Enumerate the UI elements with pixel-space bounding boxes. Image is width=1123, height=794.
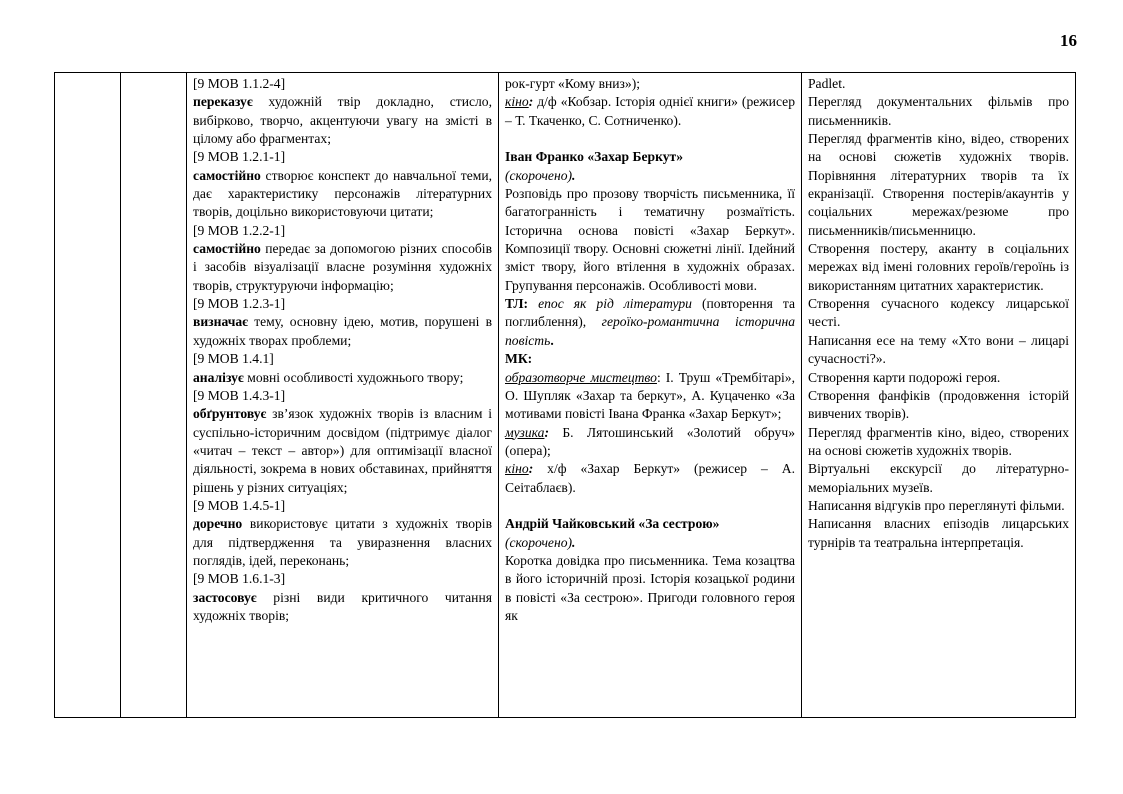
text-run: самостійно (193, 241, 261, 257)
paragraph (505, 350, 795, 368)
text-run: визначає (193, 314, 249, 330)
paragraph (193, 350, 492, 368)
paragraph (505, 185, 795, 295)
text-run: художній твір докладно, стисло, вибірково, творчо, акцентуючи увагу на змісті в цілому або фрагментах; (193, 94, 492, 147)
text-run: Віртуальні екскурсії до літературно-меморіальних музеїв. (808, 461, 1069, 495)
paragraph (808, 332, 1069, 369)
text-run: кіно (505, 461, 529, 477)
paragraph (193, 167, 492, 222)
paragraph (193, 313, 492, 350)
text-run: Створення постеру, аканту в соціальних мережах від імені головних героїв/героїнь із використанням цитатних характеристик. (808, 241, 1069, 293)
text-run: Написання відгуків про переглянуті фільми. (808, 497, 1065, 513)
text-run: передає за допомогою різних способів і засобів візуалізації власне розуміння художніх творів, структуруючи інформацію; (193, 241, 492, 293)
text-run: Перегляд фрагментів кіно, відео, створених на основі сюжетів художніх творів. (808, 424, 1069, 458)
text-run (528, 296, 538, 311)
text-run: різні види критичного читання художніх творів; (193, 589, 492, 623)
text-run: переказує (193, 94, 253, 110)
text-run: : (528, 94, 534, 110)
text-run: [9 МОВ 1.1.2-4] (193, 76, 286, 91)
paragraph (808, 424, 1069, 461)
text-run: мовні особливості художнього твору; (243, 369, 464, 385)
text-run: Написання есе на тему «Хто вони – лицарі сучасності?». (808, 332, 1069, 367)
paragraph (808, 387, 1069, 424)
paragraph (193, 148, 492, 166)
text-run: [9 МОВ 1.4.3-1] (193, 387, 286, 403)
text-run: [9 МОВ 1.2.3-1] (193, 296, 286, 312)
table-row (55, 73, 1076, 718)
text-run: образотворче мистецтво (505, 369, 657, 385)
paragraph (193, 405, 492, 497)
text-run: самостійно (193, 167, 261, 183)
hours-cell (121, 73, 187, 718)
paragraph (505, 295, 795, 350)
paragraph (808, 240, 1069, 295)
paragraph (505, 460, 795, 497)
text-run: [9 МОВ 1.4.5-1] (193, 497, 286, 513)
text-run: . (572, 534, 576, 550)
text-run: героїко-романтична історична повість (505, 314, 795, 348)
paragraph (505, 369, 795, 424)
text-run: . (550, 332, 554, 348)
text-run: (повторення та поглиблення), (505, 296, 795, 330)
paragraph (808, 130, 1069, 240)
text-run: Іван Франко «Захар Беркут» (505, 149, 684, 165)
paragraph (193, 75, 492, 93)
text-run: ТЛ: (505, 296, 529, 312)
paragraph (505, 515, 795, 533)
text-run: Коротка довідка про письменника. Тема козацтва в його історичній прозі. Історія козацької родини в повісті «За сестрою». Пригоди головного героя як (505, 552, 795, 623)
paragraph (505, 167, 795, 185)
paragraph (505, 534, 795, 552)
text-run: х/ф «Захар Беркут» (режисер – А. Сеітаблаєв). (505, 461, 795, 495)
text-run: використовує цитати з художніх творів для підтвердження та увиразнення власних поглядів, ідей, переконань; (193, 516, 492, 568)
text-run: Створення сучасного кодексу лицарської честі. (808, 296, 1069, 330)
text-run: [9 МОВ 1.4.1] (193, 351, 274, 367)
page-number: 16 (1060, 31, 1077, 50)
text-run: зв’язок художніх творів із власним і суспільно-історичним досвідом (підтримує діалог «читач – текст – автор») для оптимізації власної діяльності, зокрема в нових обставинах, прийняття рішень у різних ситуаціях; (193, 406, 492, 495)
paragraph (808, 295, 1069, 332)
paragraph (505, 424, 795, 461)
text-run: : І. Труш «Трембітарі», О. Шупляк «Захар та беркут», А. Куцаченко «За мотивами повісті Івана Франка «Захар Беркут»; (505, 369, 795, 422)
text-run: МК: (505, 351, 533, 367)
text-run: кіно (505, 94, 529, 110)
paragraph (193, 222, 492, 240)
paragraph (193, 240, 492, 295)
paragraph (193, 295, 492, 313)
paragraph (505, 75, 795, 93)
content-cell (499, 73, 802, 718)
text-run: Написання власних епізодів лицарських турнірів та театральна інтерпретація. (808, 516, 1069, 550)
text-run: епос як рід літератури (538, 296, 692, 312)
text-run: застосовує (193, 589, 257, 605)
text-run: Перегляд фрагментів кіно, відео, створених на основі сюжетів художніх творів. Порівняння літературних творів та їх екранізації. Створення постерів/акаунтів у соціальних мережах/резюме про письменників/письменницю. (808, 131, 1069, 238)
paragraph (808, 460, 1069, 497)
text-run: Padlet. (808, 76, 846, 91)
paragraph (808, 369, 1069, 387)
paragraph (505, 497, 795, 515)
text-run: д/ф «Кобзар. Історія однієї книги» (режисер – Т. Ткаченко, С. Сотниченко). (505, 94, 795, 128)
curriculum-table (54, 72, 1076, 718)
text-run: тему, основну ідею, мотив, порушені в художніх творах проблеми; (193, 314, 492, 348)
text-run: обґрунтовує (193, 406, 267, 422)
text-run: Створення фанфіків (продовження історій вивчених творів). (808, 387, 1069, 422)
text-run: музика (505, 424, 545, 440)
paragraph (808, 93, 1069, 130)
text-run: [9 МОВ 1.6.1-3] (193, 571, 286, 587)
text-run: : (528, 461, 534, 477)
paragraph (193, 589, 492, 626)
paragraph (193, 515, 492, 570)
text-run: (скорочено) (505, 534, 573, 550)
text-run: [9 МОВ 1.2.1-1] (193, 149, 286, 165)
paragraph (193, 497, 492, 515)
text-run: . (572, 167, 576, 183)
expected-results-cell (187, 73, 499, 718)
text-run: (скорочено) (505, 167, 573, 183)
paragraph (193, 387, 492, 405)
text-run: : (544, 424, 549, 440)
paragraph (808, 515, 1069, 552)
paragraph (505, 93, 795, 130)
text-run: Б. Лятошинський «Золотий обруч» (опера); (505, 424, 795, 458)
text-run: [9 МОВ 1.2.2-1] (193, 222, 286, 238)
text-run: Розповідь про прозову творчість письменника, її багатогранність і тематичну розмаїтість. Історична основа повісті «Захар Беркут». Композиції твору. Основні сюжетні лінії. Ідейний зміст твору, його втілення в художніх образах. Групування персонажів. Особливості мови. (505, 186, 795, 293)
paragraph (808, 497, 1069, 515)
paragraph (193, 570, 492, 588)
text-run: рок-гурт «Кому вниз»); (505, 76, 641, 91)
paragraph (808, 75, 1069, 93)
paragraph (505, 148, 795, 166)
paragraph (193, 369, 492, 387)
text-run: створює конспект до навчальної теми, дає характеристику персонажів літературних творів, доцільно використовуючи цитати; (193, 167, 492, 220)
text-run: Перегляд документальних фільмів про письменників. (808, 94, 1069, 128)
number-cell (55, 73, 121, 718)
activities-cell (802, 73, 1076, 718)
paragraph (193, 93, 492, 148)
text-run: доречно (193, 516, 243, 532)
paragraph (505, 552, 795, 625)
text-run: Андрій Чайковський «За сестрою» (505, 516, 720, 532)
text-run: аналізує (193, 369, 244, 385)
text-run: Створення карти подорожі героя. (808, 369, 1001, 385)
paragraph (505, 130, 795, 148)
